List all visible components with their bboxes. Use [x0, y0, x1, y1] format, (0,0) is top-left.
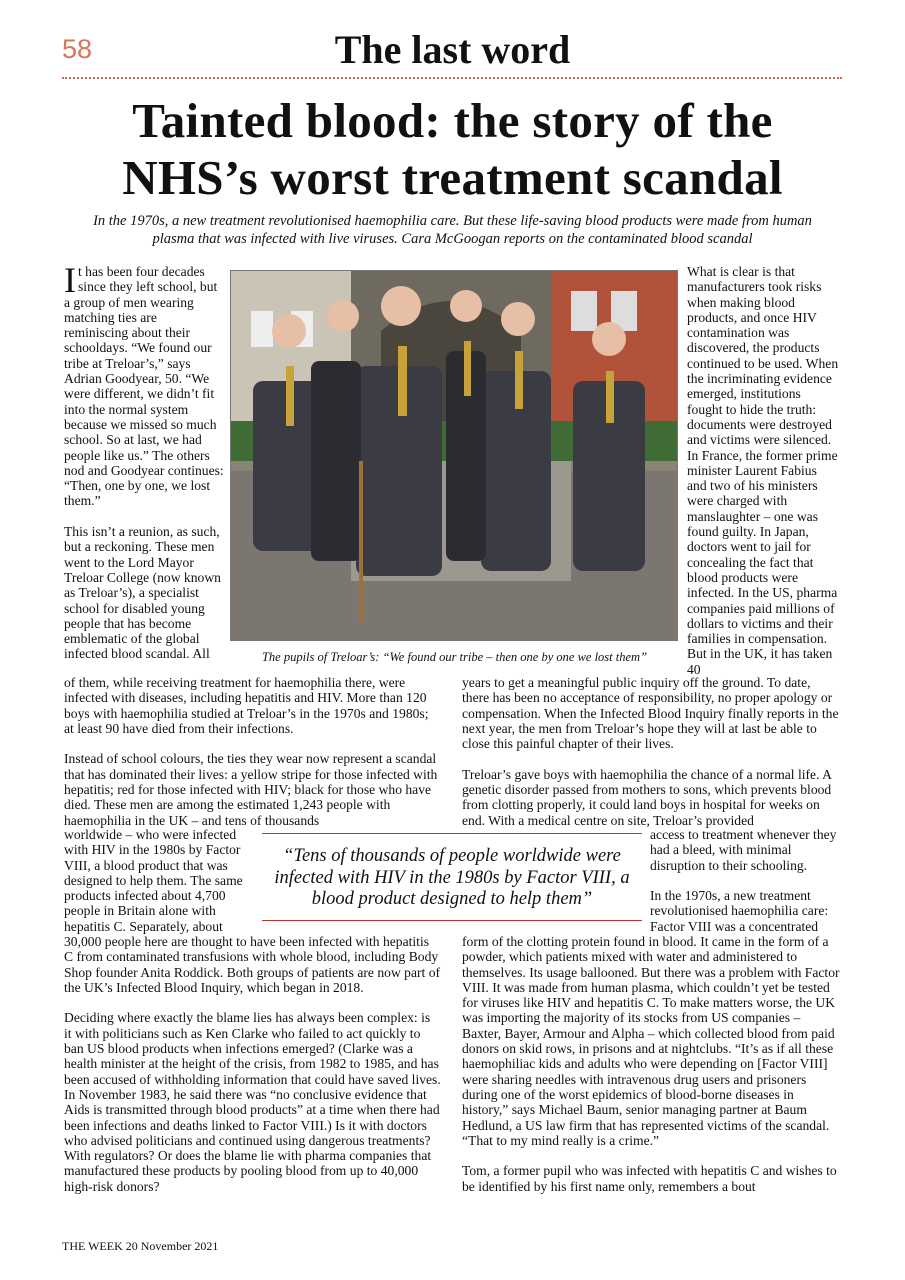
paragraph-treloars: Treloar’s gave boys with haemophilia the chance of a normal life. A genetic disorder passed from mothers to sons, which prevents blood from clotting properly, it could land boys in hospital for weeks on end. With a medical centre on site, Treloar’s provided — [462, 766, 832, 828]
paragraph-hepatitis: 30,000 people here are thought to have been infected with hepatitis C from contaminated transfusions with whole blood, including Body Shop founder Anita Roddick. Both groups of patients are now part of the UK’s Infected Blood Inquiry, which began in 2018. — [64, 934, 441, 995]
paragraph-reckoning: This isn’t a reunion, as such, but a reckoning. These men went to the Lord Mayor Treloar College (now known as Treloar’s), a specialist school for disabled young people that has become emblematic of the global infected blood scandal. All — [64, 524, 221, 662]
group-photo — [230, 270, 678, 641]
pullquote-rule-top — [262, 833, 642, 834]
right-wide-column-bottom — [462, 934, 840, 1194]
paragraph-blame: Deciding where exactly the blame lies has always been complex: is it with politicians such as Ken Clarke who failed to act quickly to ban US blood products when infections emerged? (Clarke was a health minister at the height of the crisis, from 1982 to 1985, and has been accused of withholding information that could have saved lives. In November 1983, he said there was “no conclusive evidence that Aids is transmitted through blood products” at a time when there had been infections and deaths linked to Factor VIII.) Is it with doctors who advised politicians and continued using dangerous treatments? With regulators? Or does the blame lie with pharma companies that manufactured these products by pooling blood from up to 40,000 high-risk donors? — [64, 1010, 441, 1194]
right-wide-column-top — [462, 675, 840, 828]
left-wide-column-top — [64, 675, 441, 828]
footer-publication: THE WEEK — [62, 1239, 123, 1253]
paragraph-tom: Tom, a former pupil who was infected with hepatitis C and wishes to be identified by his first name only, remembers a bout — [462, 1163, 837, 1194]
right-narrow-column — [687, 264, 839, 677]
drop-cap: I — [64, 260, 76, 300]
paragraph-inquiry: years to get a meaningful public inquiry off the ground. To date, there has been no acceptance of responsibility, no proper apology or compensation. When the Infected Blood Inquiry finally reports in the next year, the men from Treloar’s hope they will at last be able to close this painful chapter of their lives. — [462, 675, 839, 752]
photo-caption: The pupils of Treloar’s: “We found our tribe – then one by one we lost them” — [261, 650, 648, 664]
left-narrow-column — [64, 260, 224, 662]
paragraph-ties-cont: worldwide – who were infected with HIV in the 1980s by Factor VIII, a blood product that was designed to help them. The same products infected about 4,700 people in Britain alone with hepatitis C. Separately, about — [64, 827, 243, 934]
pullquote: “Tens of thousands of people worldwide were infected with HIV in the 1980s by Factor VIII, a blood product designed to help them” — [274, 846, 630, 909]
standfirst-line-1: In the 1970s, a new treatment revolutionised haemophilia care. But these life-saving blood products were made from human — [93, 213, 812, 229]
left-wide-column-bottom — [64, 934, 441, 1194]
section-title: The last word — [334, 27, 571, 72]
standfirst — [70, 212, 835, 248]
paragraph-plasma: form of the clotting protein found in blood. It came in the form of a powder, which patients mixed with water and administered to themselves. Its usage ballooned. But there was a problem with Factor VIII. It was made from human plasma, which couldn’t yet be tested for viruses like HIV and hepatitis C. To make matters worse, the UK was importing the majority of its stocks from US companies – Baxter, Bayer, Armour and Alpha – which collected blood from paid donors on skid rows, in prisons and at nightclubs. “It’s as if all these haemophiliac kids and adults who were depending on [Factor VIII] were sharing needles with intravenous drug users and prisoners during one of the worst epidemics of blood-borne diseases in history,” says Michael Baum, senior managing partner at Baum Hedlund, a US law firm that has represented victims of the scandal. “That to my mind really is a crime.” — [462, 934, 840, 1148]
paragraph-ties: Instead of school colours, the ties they wear now represent a scandal that has dominated their lives: a yellow stripe for those infected with hepatitis; red for those infected with HIV; black for those who have died. These men are among the estimated 1,243 people with haemophilia in the UK – and tens of thousands — [64, 751, 438, 828]
intro-text: t has been four decades since they left school, but a group of men wearing matching ties are reminiscing about their schooldays. “We found our tribe at Treloar’s,” says Adrian Goodyear, 50. “We were different, we didn’t fit into the normal system because we missed so much school. So at last, we had people like us.” The others nod and Goodyear continues: “Then, one by one, we lost them.” — [64, 264, 224, 509]
paragraph-clear: What is clear is that manufacturers took risks when making blood products, and once HIV contamination was discovered, the products continued to be used. When the incriminating evidence emerged, institutions fought to hide the truth: documents were destroyed and victims were silenced. In France, the former prime minister Laurent Fabius and two of his ministers were charged with manslaughter – one was found guilty. In Japan, doctors went to jail for concealing the fact that blood products were infected. In the US, pharma companies paid millions of dollars to victims and their families in compensation. But in the UK, it has taken 40 — [687, 264, 839, 677]
left-beside-quote-column — [64, 827, 260, 934]
headline — [40, 92, 865, 206]
standfirst-line-2: plasma that was infected with live viruses. Cara McGoogan reports on the contaminated blood scandal — [152, 231, 753, 247]
page-number: 58 — [62, 34, 93, 64]
paragraph-intro — [64, 260, 224, 509]
footer-date: 20 November 2021 — [125, 1239, 219, 1253]
headline-line-1: Tainted blood: the story of the — [132, 93, 773, 148]
group-photo-illustration — [231, 271, 678, 641]
right-beside-quote-column — [650, 827, 840, 934]
pullquote-rule-bottom — [262, 920, 642, 921]
paragraph-infected: of them, while receiving treatment for haemophilia there, were infected with diseases, including hepatitis and HIV. More than 120 boys with haemophilia studied at Treloar’s in the 1970s and 1980s; at least 90 have died from their infections. — [64, 675, 429, 736]
header-divider — [62, 77, 842, 79]
footer — [62, 1239, 218, 1254]
paragraph-access: access to treatment whenever they had a bleed, with minimal disruption to their schooling. — [650, 827, 837, 873]
paragraph-factor-viii: In the 1970s, a new treatment revolutionised haemophilia care: Factor VIII was a concentrated — [650, 888, 829, 934]
headline-line-2: NHS’s worst treatment scandal — [122, 150, 783, 205]
